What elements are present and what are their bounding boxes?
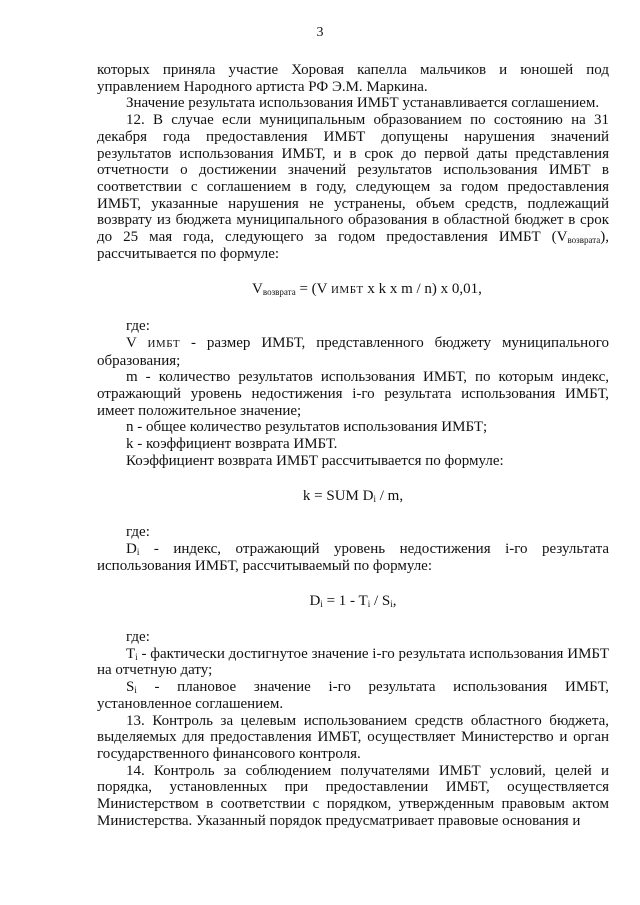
formula-d: $D_i = 1 - T_i / S_i$, <box>309 593 397 610</box>
formula-k: k = SUM $D_i$ / m, <box>302 488 404 505</box>
definition-t: $T_i$ - фактически достигнутое значение i-го результата использования ИМБТ на отчетную дату; <box>97 645 609 679</box>
definition-v-imbt: V ИМБТ - размер ИМБТ, представленного бюджету муниципального образования; <box>97 334 609 369</box>
paragraph-12 <box>97 112 609 262</box>
paragraph-12-subscript: возврата <box>567 235 601 246</box>
document-body <box>97 62 609 829</box>
paragraph-result-value: Значение результата использования ИМБТ устанавливается соглашением. <box>126 95 600 112</box>
paragraph-14: 14. Контроль за соблюдением получателями ИМБТ условий, целей и порядка, установленных при предоставлении ИМБТ, осуществляется Министерством в соответствии с порядком, утвержденным правовым актом Министерства. Указанный порядок предусматривает правовые основания и <box>97 762 609 829</box>
definition-m: m - количество результатов использования ИМБТ, по которым индекс, отражающий уровень недостижения i-го результата использования ИМБТ, имеет положительное значение; <box>97 369 609 419</box>
formula-vozvrata: $V_{возврата} = (V$ ИМБТ x k x m / n) x 0,01, <box>252 281 482 298</box>
paragraph-continuation: которых приняла участие Хоровая капелла мальчиков и юношей под управлением Народного артиста РФ Э.М. Маркина. <box>97 62 609 95</box>
coefficient-intro: Коэффициент возврата ИМБТ рассчитывается по формуле: <box>126 452 504 469</box>
paragraph-12-text: 12. В случае если муниципальным образованием по состоянию на 31 декабря года предоставления ИМБТ допущены нарушения значений результатов использования ИМБТ, и в срок до первой даты представления отчетности о достижении значений результатов использования ИМБТ в соответствии с соглашением в году, следующем за годом предоставления ИМБТ, указанные нарушения не устранены, объем средств, подлежащий возврату из бюджета муниципального образования в областной бюджет в срок до 25 мая года, следующего за годом предоставления ИМБТ (V <box>97 112 609 246</box>
paragraph-13: 13. Контроль за целевым использованием средств областного бюджета, выделяемых для предоставления ИМБТ, осуществляет Министерство и орган государственного финансового контроля. <box>97 712 609 762</box>
definition-d: $D_i$ - индекс, отражающий уровень недостижения i-го результата использования ИМБТ, рассчитываемый по формуле: <box>97 540 609 574</box>
definition-k: k - коэффициент возврата ИМБТ. <box>126 436 338 453</box>
where-label: где: <box>126 628 150 645</box>
definition-s: $S_i$ - плановое значение i-го результата использования ИМБТ, установленное соглашением. <box>97 679 609 712</box>
definition-n: n - общее количество результатов использования ИМБТ; <box>126 419 488 436</box>
where-label: где: <box>126 524 150 541</box>
paragraph-12-end: ), рассчитывается по формуле: <box>97 229 609 262</box>
where-label: где: <box>126 318 150 335</box>
page-number: 3 <box>316 25 324 40</box>
